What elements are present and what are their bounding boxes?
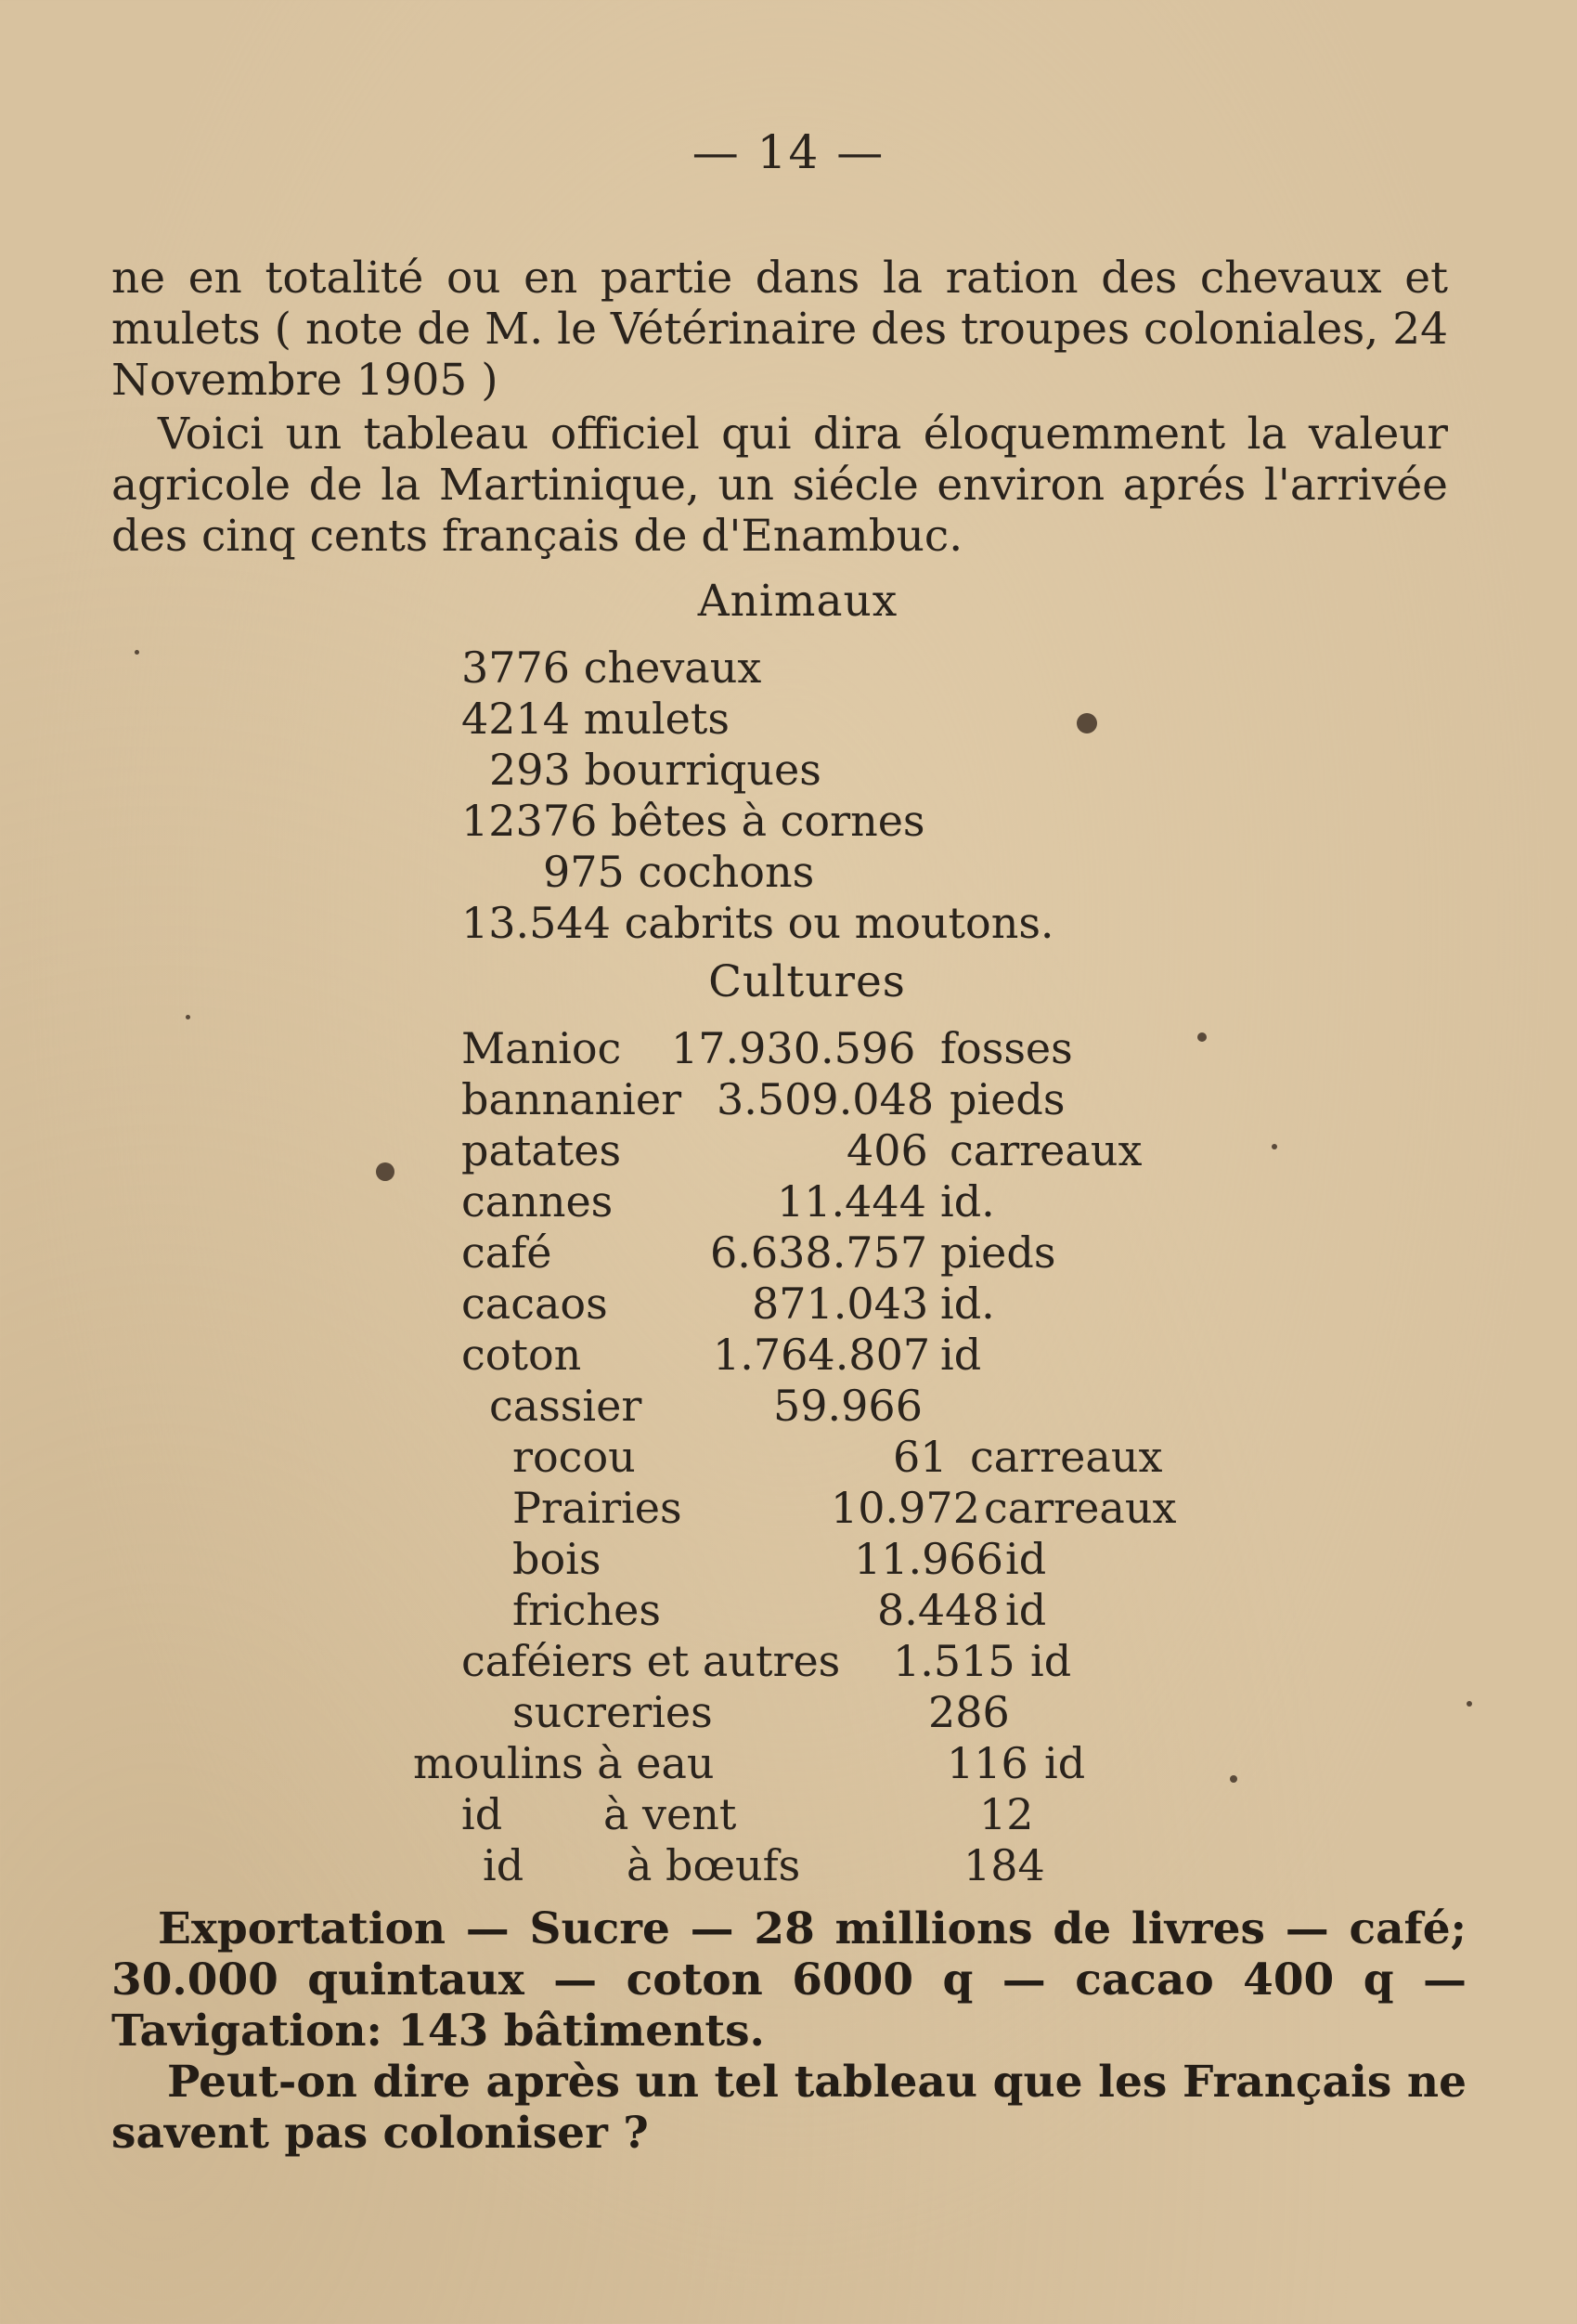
culture-unit: id — [1044, 1738, 1086, 1788]
page-number: — 14 — — [692, 125, 885, 179]
paragraph-conclusion: Peut-on dire après un tel tableau que les Français ne savent pas coloniser ? — [111, 2057, 1467, 2159]
paper-speck — [1230, 1775, 1237, 1783]
culture-unit: carreaux — [950, 1125, 1143, 1175]
culture-value: 871.043 — [752, 1279, 929, 1329]
culture-name: bannanier — [461, 1074, 682, 1124]
culture-value: 116 — [947, 1738, 1028, 1788]
animal-row — [461, 796, 925, 847]
animal-count: 293 — [489, 745, 571, 795]
culture-value: 184 — [963, 1840, 1045, 1890]
paper-speck — [186, 1015, 190, 1019]
paragraph-exportation: Exportation — Sucre — 28 millions de livres — café; 30.000 quintaux — coton 6000 q — cacao 400 q — Tavigation: 143 bâtiments. — [111, 1903, 1467, 2057]
culture-name: Prairies — [512, 1483, 682, 1533]
animal-row — [461, 643, 761, 694]
culture-unit: pieds — [950, 1074, 1066, 1124]
paper-speck — [1467, 1701, 1472, 1707]
culture-value: 11.444 — [777, 1176, 926, 1227]
culture-unit: id — [1005, 1534, 1047, 1584]
culture-name-detail: à bœufs — [627, 1840, 801, 1890]
animal-label: chevaux — [583, 643, 762, 693]
culture-value: 286 — [928, 1687, 1010, 1737]
culture-value: 8.448 — [877, 1585, 1000, 1635]
paper-speck — [1077, 713, 1097, 734]
paragraph-intro: ne en totalité ou en partie dans la ration des chevaux et mulets ( note de M. le Vétérinaire des troupes coloniales, 24 Novembre 1905 ) — [111, 253, 1448, 406]
animal-row — [461, 898, 1054, 949]
animal-label: mulets — [583, 694, 730, 744]
culture-name: coton — [461, 1330, 582, 1380]
culture-value: 12 — [979, 1789, 1034, 1839]
culture-value: 10.972 — [831, 1483, 980, 1533]
animal-label: cabrits ou moutons. — [624, 898, 1054, 948]
culture-name: cacaos — [461, 1279, 608, 1329]
culture-unit: id — [940, 1330, 982, 1380]
culture-unit: carreaux — [970, 1432, 1163, 1482]
animal-row — [461, 694, 730, 745]
animal-row — [489, 745, 821, 796]
paper-speck — [1272, 1144, 1277, 1149]
culture-value: 3.509.048 — [717, 1074, 935, 1124]
culture-name: cannes — [461, 1176, 614, 1227]
culture-name: friches — [512, 1585, 661, 1635]
heading-animaux: Animaux — [697, 576, 898, 627]
culture-name: caféiers et autres — [461, 1636, 841, 1686]
culture-name: patates — [461, 1125, 622, 1175]
culture-value: 11.966 — [854, 1534, 1003, 1584]
culture-name-detail: à vent — [603, 1789, 737, 1839]
culture-name: id — [483, 1840, 524, 1890]
animal-count: 4214 — [461, 694, 571, 744]
culture-unit: id. — [940, 1279, 995, 1329]
paper-speck — [135, 650, 139, 655]
culture-unit: fosses — [940, 1023, 1073, 1073]
culture-name: id — [461, 1789, 503, 1839]
culture-unit: carreaux — [984, 1483, 1177, 1533]
animal-count: 13.544 — [461, 898, 611, 948]
animal-count: 3776 — [461, 643, 571, 693]
animal-label: bêtes à cornes — [610, 796, 925, 846]
culture-name: sucreries — [512, 1687, 713, 1737]
culture-value: 1.515 — [893, 1636, 1015, 1686]
animal-label: bourriques — [584, 745, 821, 795]
culture-unit: id — [1005, 1585, 1047, 1635]
culture-value: 1.764.807 — [713, 1330, 931, 1380]
heading-cultures: Cultures — [708, 956, 906, 1007]
culture-name: bois — [512, 1534, 601, 1584]
culture-value: 61 — [893, 1432, 948, 1482]
animal-count: 12376 — [461, 796, 598, 846]
culture-name: cassier — [489, 1381, 642, 1431]
animal-row — [543, 847, 814, 898]
culture-name: Manioc — [461, 1023, 622, 1073]
animal-count: 975 — [543, 847, 625, 897]
culture-value: 6.638.757 — [710, 1227, 928, 1278]
culture-value: 17.930.596 — [671, 1023, 916, 1073]
paper-speck — [1197, 1032, 1207, 1042]
culture-unit: pieds — [940, 1227, 1056, 1278]
paragraph-tableau: Voici un tableau officiel qui dira éloquemment la valeur agricole de la Martinique, un siécle environ aprés l'arrivée des cinq cents français de d'Enambuc. — [111, 409, 1448, 562]
culture-name: rocou — [512, 1432, 636, 1482]
culture-value: 406 — [847, 1125, 928, 1175]
culture-name: moulins à eau — [413, 1738, 715, 1788]
culture-unit: id. — [940, 1176, 995, 1227]
culture-name: café — [461, 1227, 552, 1278]
animal-label: cochons — [638, 847, 815, 897]
culture-value: 59.966 — [773, 1381, 923, 1431]
paper-speck — [376, 1162, 394, 1181]
culture-unit: id — [1030, 1636, 1072, 1686]
